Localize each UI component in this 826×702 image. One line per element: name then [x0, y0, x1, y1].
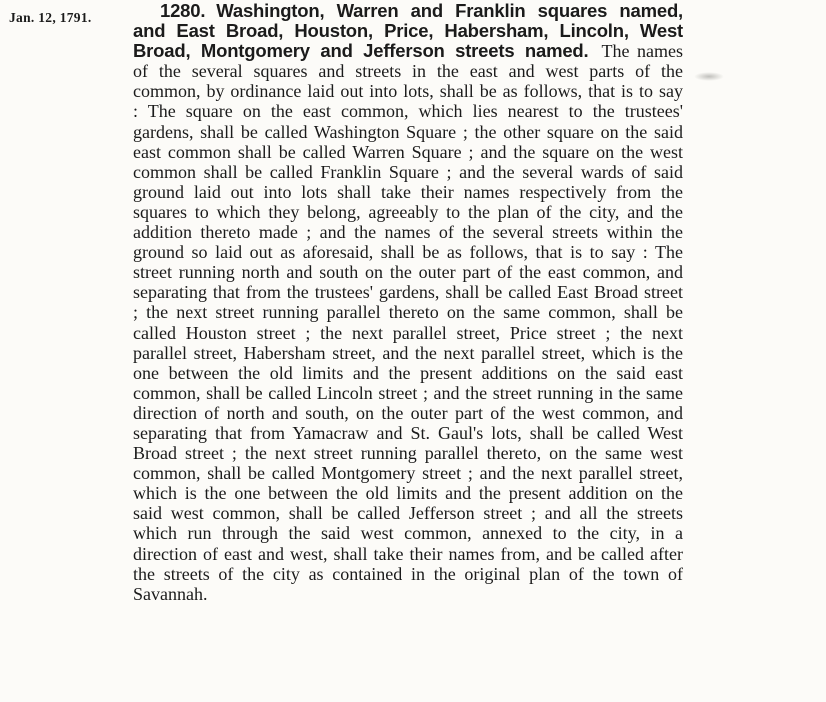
- entry-number: 1280.: [160, 0, 206, 21]
- ordinance-text-column: [133, 1, 683, 604]
- margin-date-note: Jan. 12, 1791.: [9, 10, 92, 25]
- ordinance-entry-paragraph: [133, 1, 683, 604]
- scan-smudge: [694, 72, 724, 81]
- entry-body-text: The names of the several squares and streets in the east and west parts of the common, by ordinance laid out into lots, shall be as follows, that is to say : The square on the east common, which lies nearest to the trustees' gardens, shall be called Washington Square ; the other square on the said east common shall be called Warren Square ; and the square on the west common shall be called Franklin Square ; and the several wards of said ground laid out into lots shall take their names respectively from the squares to which they belong, agreeably to the plan of the city, and the addition thereto made ; and the names of the several streets within the ground so laid out as aforesaid, shall be as follows, that is to say : The street running north and south on the outer part of the east common, and separating that from the trustees' gardens, shall be called East Broad street ; the next street running parallel thereto on the same common, shall be called Houston street ; the next parallel street, Price street ; the next parallel street, Habersham street, and the next parallel street, which is the one between the old limits and the present additions on the said east common, shall be called Lincoln street ; and the street running in the same direction of north and south, on the outer part of the west common, and separating that from Yamacraw and St. Gaul's lots, shall be called West Broad street ; the next street running parallel thereto, on the same west common, shall be called Montgomery street ; and the next parallel street, which is the one between the old limits and the present addition on the said west common, shall be called Jefferson street ; and all the streets which run through the said west common, annexed to the city, in a direction of east and west, shall take their names from, and be called after the streets of the city as contained in the original plan of the town of Savannah.: [133, 41, 684, 604]
- entry-heading: Washington, Warren and Franklin squares named, and East Broad, Houston, Price, Habersham, Lincoln, West Broad, Montgomery and Jefferson streets named.: [133, 0, 683, 62]
